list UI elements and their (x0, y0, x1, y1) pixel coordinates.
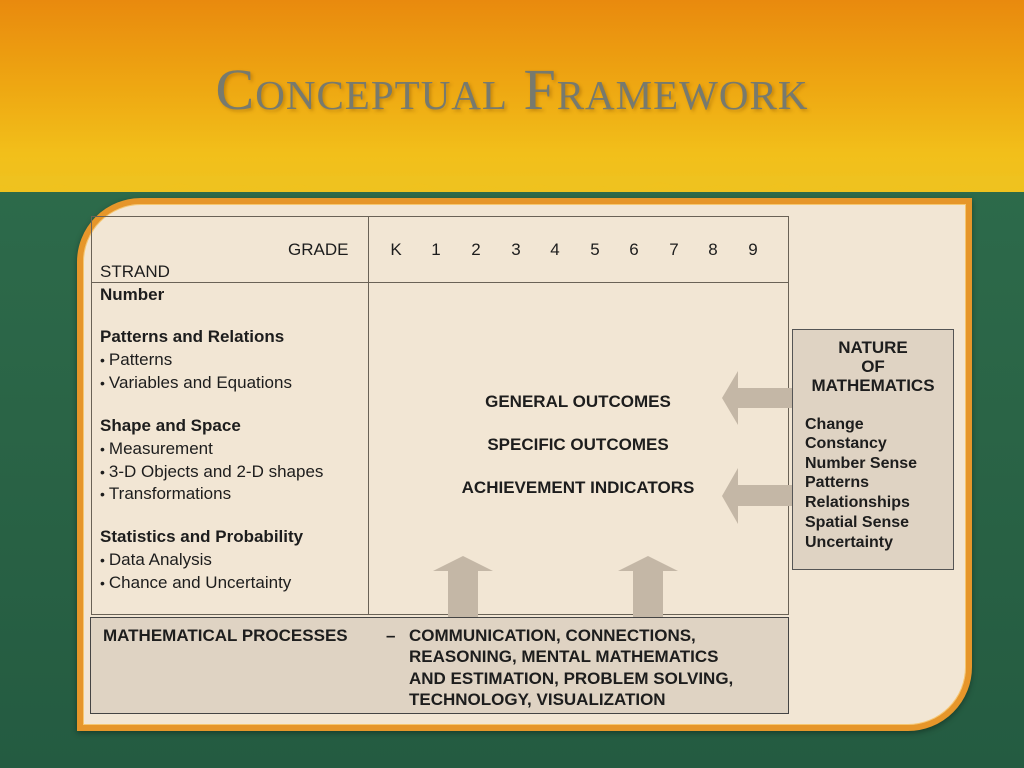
nature-item: Number Sense (805, 455, 918, 472)
processes-line: AND ESTIMATION, PROBLEM SOLVING, (409, 669, 734, 688)
strand-item: • Variables and Equations (100, 373, 292, 393)
strand-heading: Statistics and Probability (100, 527, 304, 546)
strand-heading: Shape and Space (100, 416, 241, 435)
grade-label: GRADE (288, 240, 349, 259)
grade-7: 7 (669, 240, 679, 259)
grade-8: 8 (708, 240, 718, 259)
processes-line: COMMUNICATION, CONNECTIONS, (409, 626, 696, 645)
nature-item: Change (805, 416, 864, 433)
general-outcomes-label: GENERAL OUTCOMES (485, 392, 671, 411)
nature-title-line: OF (861, 357, 885, 376)
nature-title-line: NATURE (838, 338, 908, 357)
slide-title: Conceptual Framework (215, 57, 809, 122)
strand-item: • Patterns (100, 350, 172, 370)
nature-item: Constancy (805, 435, 887, 452)
nature-item: Uncertainty (805, 534, 894, 551)
nature-item: Patterns (805, 474, 870, 491)
left-arrow-icon (722, 468, 792, 524)
strand-label: STRAND (100, 262, 170, 281)
strand-item: • Data Analysis (100, 550, 212, 570)
grade-4: 4 (550, 240, 560, 259)
strand-item: • 3-D Objects and 2-D shapes (100, 462, 323, 482)
achievement-indicators-label: ACHIEVEMENT INDICATORS (461, 478, 695, 497)
strand-heading: Patterns and Relations (100, 327, 285, 346)
grade-3: 3 (511, 240, 521, 259)
specific-outcomes-label: SPECIFIC OUTCOMES (487, 435, 669, 454)
grade-k: K (390, 240, 402, 259)
grade-6: 6 (629, 240, 639, 259)
grade-5: 5 (590, 240, 600, 259)
up-arrow-icon (433, 556, 493, 617)
strand-item: • Measurement (100, 439, 213, 459)
strand-item: • Chance and Uncertainty (100, 573, 291, 593)
grade-2: 2 (471, 240, 481, 259)
grade-1: 1 (431, 240, 441, 259)
left-arrow-icon (722, 371, 792, 425)
up-arrow-icon (618, 556, 678, 617)
strand-item: • Transformations (100, 484, 231, 504)
nature-item: Relationships (805, 494, 910, 511)
nature-title-line: MATHEMATICS (811, 376, 935, 395)
nature-item: Spatial Sense (805, 514, 910, 531)
processes-line: REASONING, MENTAL MATHEMATICS (409, 647, 719, 666)
processes-label: MATHEMATICAL PROCESSES (103, 626, 348, 645)
processes-dash: – (386, 626, 396, 645)
grade-9: 9 (748, 240, 758, 259)
strand-heading: Number (100, 285, 165, 304)
processes-line: TECHNOLOGY, VISUALIZATION (409, 690, 666, 709)
